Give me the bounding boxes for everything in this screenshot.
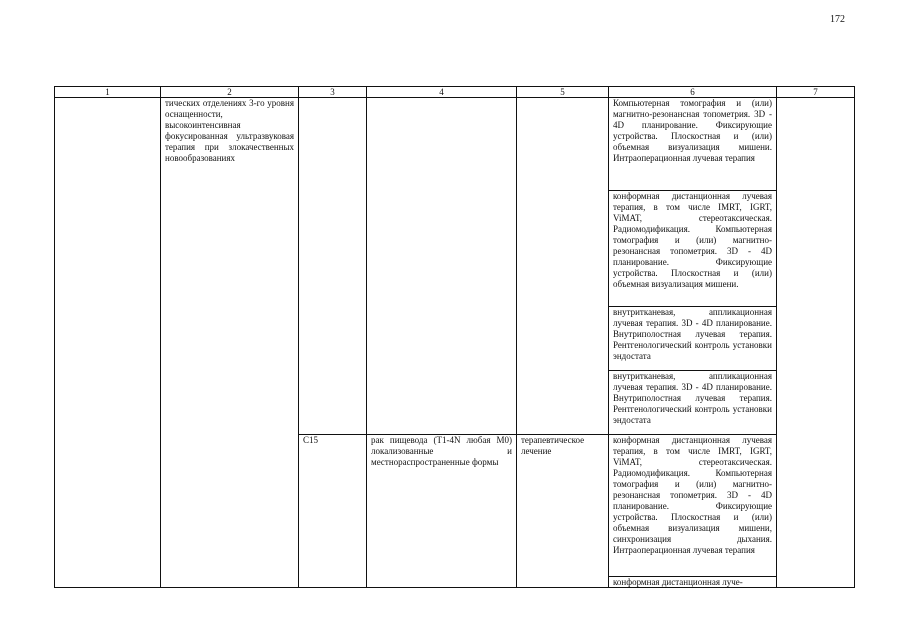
method-cell: конформная дистанционная лучевая терапия, в том числе IMRT, IGRT, ViMAT, стереотаксическая. Радиомодификация. Компьютерная томография и (или) магнитно-резонансная топометрия. 3D - 4D планирование. Фиксирующие устройства. Плоскостная и (или) объемная визуализация мишени, синхронизация дыхания. Интраоперационная лучевая терапия	[609, 435, 777, 577]
table-row	[55, 98, 855, 191]
method-cell: внутритканевая, аппликационная лучевая терапия. 3D - 4D планирование. Внутриполостная лучевая терапия. Рентгенологический контроль установки эндостата	[609, 371, 777, 435]
treatment-name-cell: тических отделениях 3-го уровня оснащенности, высокоинтенсивная фокусированная ультразвуковая терапия при злокачественных новообразованиях	[161, 98, 299, 588]
header-col-5: 5	[517, 87, 609, 98]
method-cell: конформная дистанционная лучевая терапия, в том числе IMRT, IGRT, ViMAT, стереотаксическая. Радиомодификация. Компьютерная томография и (или) магнитно-резонансная топометрия. 3D - 4D планирование. Фиксирующие устройства. Плоскостная и (или) объемная визуализация мишени.	[609, 191, 777, 307]
method-cell: Компьютерная томография и (или) магнитно-резонансная топометрия. 3D - 4D планирование. Фиксирующие устройства. Плоскостная и (или) объемная визуализация мишени. Интраоперационная лучевая терапия	[609, 98, 777, 191]
method-cell: конформная дистанционная луче-	[609, 577, 777, 588]
diagnosis-cell: рак пищевода (T1-4N любая M0) локализованные и местнораспространенные формы	[367, 435, 517, 588]
document-table	[54, 86, 855, 588]
treatment-type-cell: терапевтическое лечение	[517, 435, 609, 588]
header-col-1: 1	[55, 87, 161, 98]
diagnosis-cell-empty	[367, 98, 517, 435]
code-cell-empty	[299, 98, 367, 435]
header-col-6: 6	[609, 87, 777, 98]
col1-cell	[55, 98, 161, 588]
header-row	[55, 87, 855, 98]
page-number: 172	[830, 14, 845, 25]
header-col-7: 7	[777, 87, 855, 98]
header-col-4: 4	[367, 87, 517, 98]
col7-cell	[777, 98, 855, 588]
header-col-3: 3	[299, 87, 367, 98]
method-cell: внутритканевая, аппликационная лучевая терапия. 3D - 4D планирование. Внутриполостная лучевая терапия. Рентгенологический контроль установки эндостата	[609, 307, 777, 371]
code-cell: C15	[299, 435, 367, 588]
treatment-type-cell-empty	[517, 98, 609, 435]
header-col-2: 2	[161, 87, 299, 98]
